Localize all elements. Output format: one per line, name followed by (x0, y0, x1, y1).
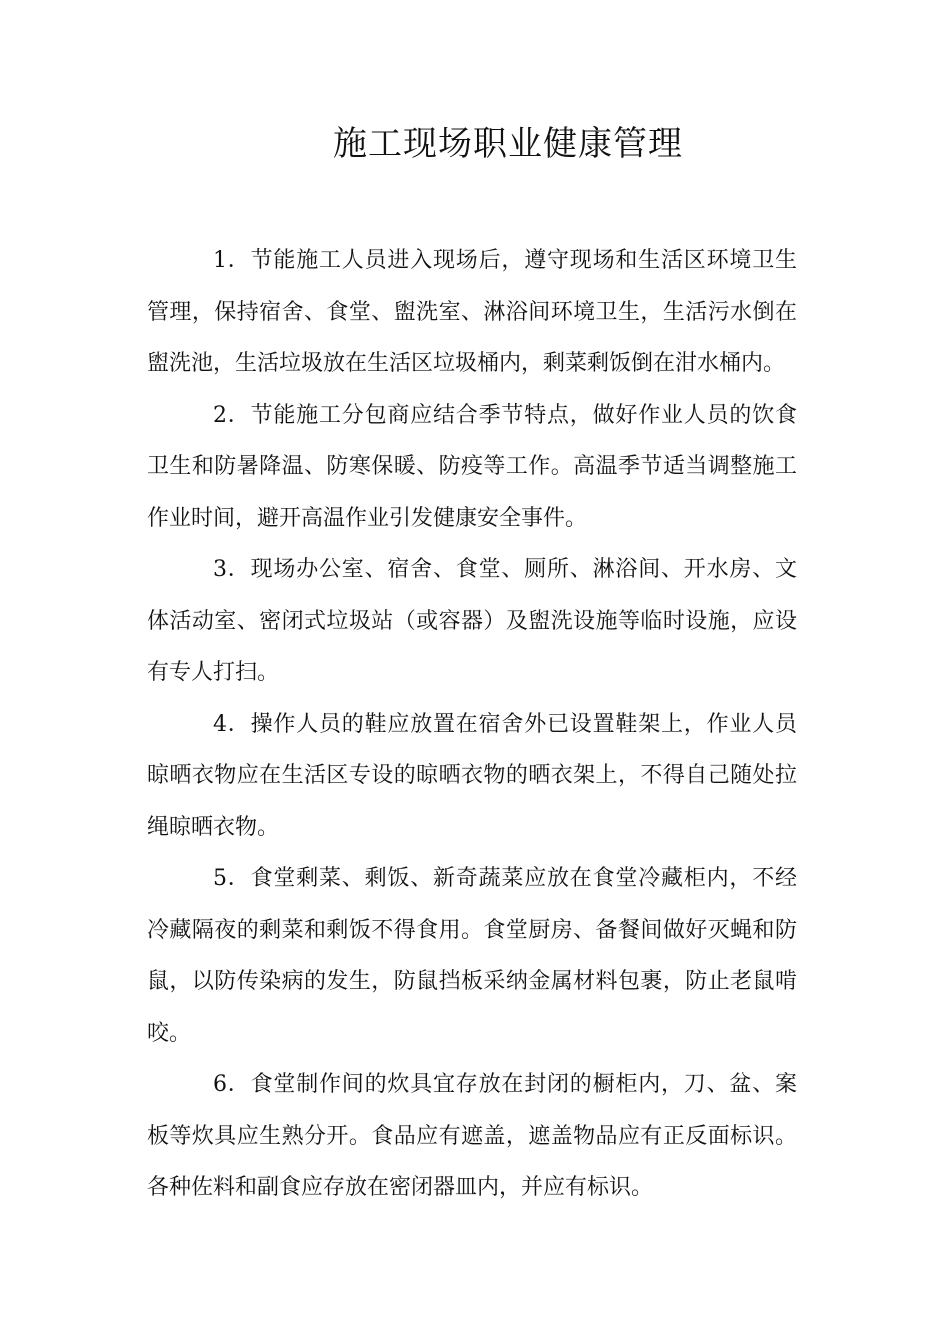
document-title: 施工现场职业健康管理 (333, 124, 683, 164)
paragraph-4: 4．操作人员的鞋应放置在宿舍外已设置鞋架上，作业人员晾晒衣物应在生活区专设的晾晒衣物的晒衣架上，不得自己随处拉绳晾晒衣物。 (147, 711, 797, 840)
paragraph-3: 3．现场办公室、宿舍、食堂、厕所、淋浴间、开水房、文体活动室、密闭式垃圾站（或容器）及盥洗设施等临时设施，应设有专人打扫。 (147, 557, 797, 685)
paragraph-6: 6．食堂制作间的炊具宜存放在封闭的橱柜内，刀、盆、案板等炊具应生熟分开。食品应有遮盖，遮盖物品应有正反面标识。各种佐料和副食应存放在密闭器皿内，并应有标识。 (147, 1072, 797, 1200)
paragraph-5: 5．食堂剩菜、剩饭、新奇蔬菜应放在食堂冷藏柜内，不经冷藏隔夜的剩菜和剩饭不得食用。食堂厨房、备餐间做好灭蝇和防鼠，以防传染病的发生，防鼠挡板采纳金属材料包裹，防止老鼠啃咬。 (147, 866, 797, 1046)
paragraph-2: 2．节能施工分包商应结合季节特点，做好作业人员的饮食卫生和防暑降温、防寒保暖、防疫等工作。高温季节适当调整施工作业时间，避开高温作业引发健康安全事件。 (147, 402, 797, 531)
paragraph-1: 1．节能施工人员进入现场后，遵守现场和生活区环境卫生管理，保持宿舍、食堂、盥洗室、淋浴间环境卫生，生活污水倒在盥洗池，生活垃圾放在生活区垃圾桶内，剩菜剩饭倒在泔水桶内。 (147, 248, 797, 376)
document-body (147, 235, 797, 1214)
